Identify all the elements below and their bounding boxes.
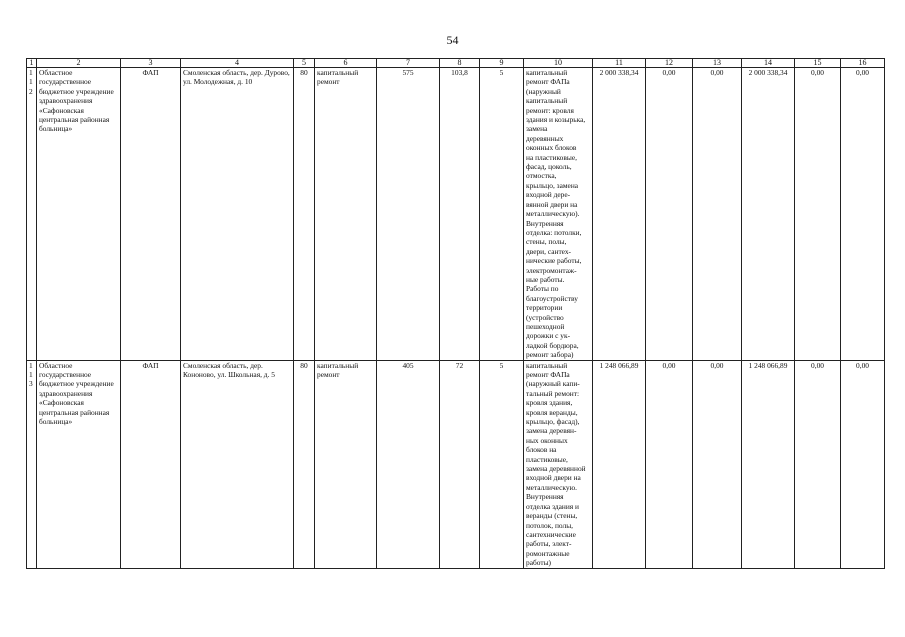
column-number: 9 (480, 59, 524, 68)
col5-cell: 80 (294, 360, 315, 568)
column-number: 6 (315, 59, 377, 68)
amount-cell: 1 248 066,89 (742, 360, 795, 568)
col9-cell: 5 (480, 68, 524, 361)
work-type-cell: капитальный ремонт (315, 360, 377, 568)
column-number: 3 (121, 59, 181, 68)
col5-cell: 80 (294, 68, 315, 361)
institution-cell: Областное государственное бюджетное учреждение здравоохранения «Сафоновская центральная районная больница» (37, 68, 121, 361)
table-row (27, 360, 885, 568)
col8-cell: 72 (440, 360, 480, 568)
address-cell: Смоленская область, дер. Кононово, ул. Школьная, д. 5 (181, 360, 294, 568)
amount-cell: 0,00 (841, 68, 885, 361)
column-number-row (27, 59, 885, 68)
facility-type-cell: ФАП (121, 68, 181, 361)
column-number: 2 (37, 59, 121, 68)
row-number: 112 (27, 68, 37, 361)
register-table (26, 58, 885, 569)
column-number: 1 (27, 59, 37, 68)
amount-cell: 0,00 (795, 68, 841, 361)
column-number: 10 (524, 59, 593, 68)
page-number: 54 (446, 33, 459, 47)
description-cell: капитальный ремонт ФАПа (наружный капитальный ремонт: кровля здания и козырька, замена деревянных оконных блоков на пластиковые, фасад, цоколь, отмостка, крыльцо, замена входной дере- вянной двери на металлическую). Внутренняя отделка: потолки, стены, полы, двери, сантех- нические работы, электромонтаж- ные работы. Работы по благоустройству территории (устройство пешеходной дорожки с ук- ладкой бордюра, ремонт забора) (524, 68, 593, 361)
column-number: 14 (742, 59, 795, 68)
amount-total-cell: 2 000 338,34 (593, 68, 646, 361)
column-number: 15 (795, 59, 841, 68)
column-number: 11 (593, 59, 646, 68)
amount-cell: 0,00 (693, 360, 742, 568)
table-row (27, 68, 885, 361)
amount-cell: 2 000 338,34 (742, 68, 795, 361)
column-number: 16 (841, 59, 885, 68)
amount-cell: 0,00 (841, 360, 885, 568)
column-number: 12 (646, 59, 693, 68)
amount-cell: 0,00 (795, 360, 841, 568)
row-number: 113 (27, 360, 37, 568)
column-number: 4 (181, 59, 294, 68)
amount-cell: 0,00 (646, 68, 693, 361)
col8-cell: 103,8 (440, 68, 480, 361)
description-cell: капитальный ремонт ФАПа (наружный капи- тальный ремонт: кровля здания, кровля веранды, крыльцо, фасад), замена деревян- ных оконных блоков на пластиковые, замена деревянной входной двери на металлическую. Внутренняя отделка здания и веранды (стены, потолок, полы, сантехнические работы, элект- ромонтажные работы) (524, 360, 593, 568)
column-number: 8 (440, 59, 480, 68)
amount-cell: 0,00 (646, 360, 693, 568)
column-number: 13 (693, 59, 742, 68)
amount-total-cell: 1 248 066,89 (593, 360, 646, 568)
institution-cell: Областное государственное бюджетное учреждение здравоохранения «Сафоновская центральная районная больница» (37, 360, 121, 568)
amount-cell: 0,00 (693, 68, 742, 361)
column-number: 5 (294, 59, 315, 68)
col9-cell: 5 (480, 360, 524, 568)
col7-cell: 405 (377, 360, 440, 568)
address-cell: Смоленская область, дер. Дурово, ул. Молодежная, д. 10 (181, 68, 294, 361)
col7-cell: 575 (377, 68, 440, 361)
facility-type-cell: ФАП (121, 360, 181, 568)
work-type-cell: капитальный ремонт (315, 68, 377, 361)
column-number: 7 (377, 59, 440, 68)
